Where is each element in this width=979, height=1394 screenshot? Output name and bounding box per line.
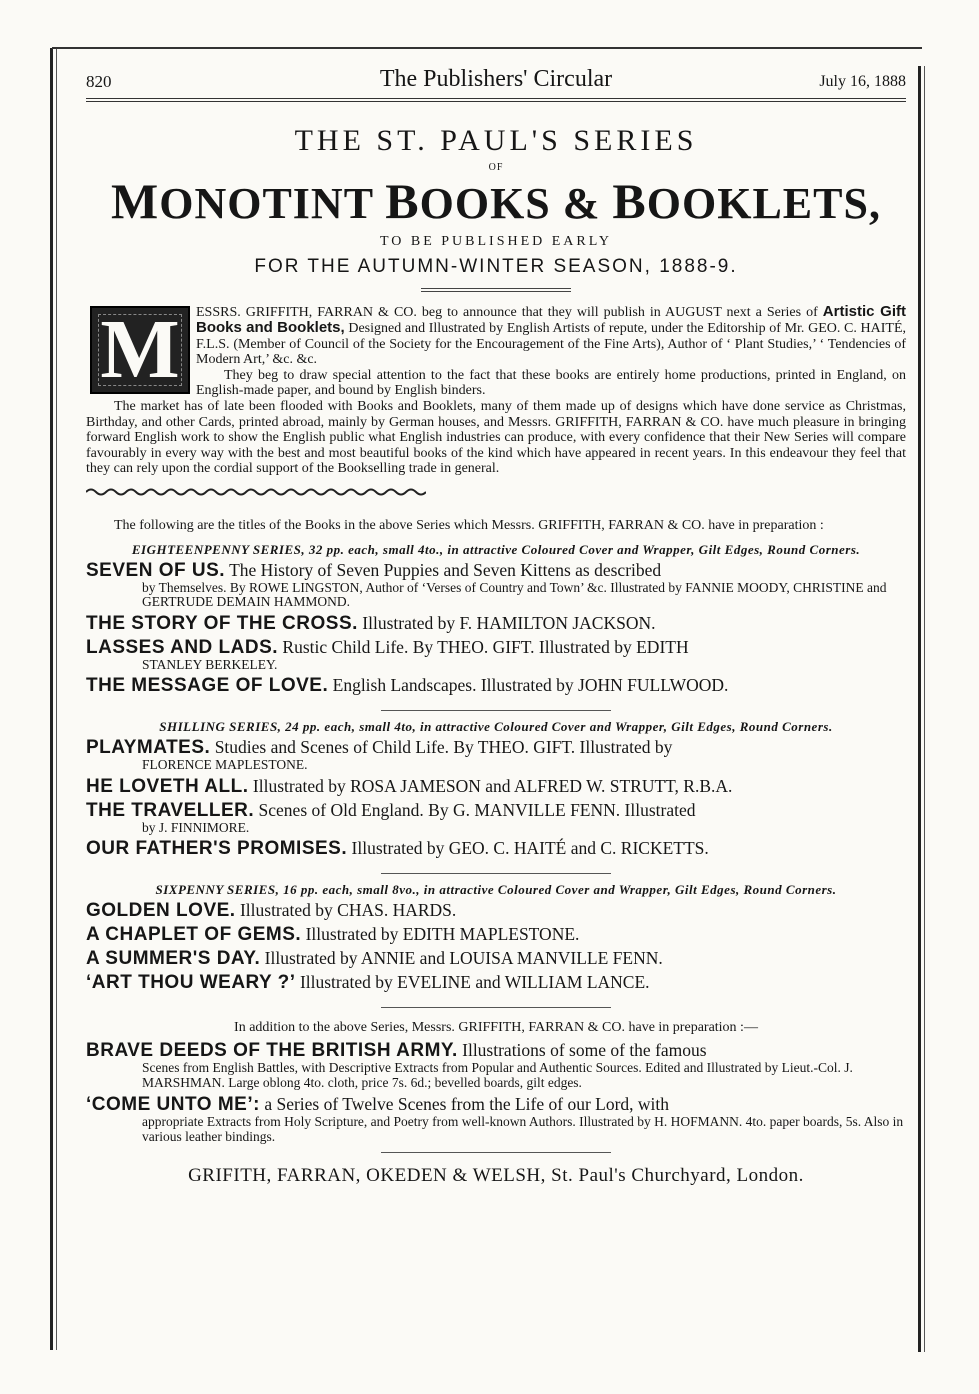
book-entry-line (86, 948, 906, 969)
divider-rule (381, 873, 611, 874)
book-description: Illustrated by EDITH MAPLESTONE. (305, 924, 580, 945)
running-header (86, 60, 906, 94)
series-heading: THE ST. PAUL'S SERIES (294, 124, 698, 157)
book-entry (86, 924, 906, 945)
book-description-continued: appropriate Extracts from Holy Scripture, and Poetry from well-known Authors. Illustrated by H. HOFMANN. 4to. paper boards, 5s. Also in various leather bindings. (142, 1114, 904, 1144)
book-entry (86, 613, 906, 634)
book-entry (86, 838, 906, 859)
book-description: The History of Seven Puppies and Seven Kittens as described (229, 559, 662, 580)
intro-highlight: Artistic Gift Books and Booklets, (196, 302, 906, 337)
book-title: SEVEN OF US. (86, 559, 226, 581)
book-title: A SUMMER'S DAY. (86, 948, 261, 970)
book-description: Studies and Scenes of Child Life. By THEO. GIFT. Illustrated by (214, 737, 673, 758)
book-entry (86, 948, 906, 969)
right-border-rule-inner (924, 66, 925, 1352)
book-entry-line (86, 737, 906, 758)
wavy-ornament (86, 487, 426, 497)
book-title: GOLDEN LOVE. (86, 900, 236, 922)
book-description: Illustrations of some of the famous (462, 1040, 707, 1061)
book-entry (86, 637, 906, 673)
divider-rule (381, 1152, 611, 1153)
main-title-part: OOKS & (419, 179, 613, 228)
left-border-rule-inner (56, 48, 57, 1350)
book-entry (86, 560, 906, 610)
book-title: OUR FATHER'S PROMISES. (86, 838, 348, 860)
series-subheading: SHILLING SERIES, 24 pp. each, small 4to, in attractive Coloured Cover and Wrapper, Gilt Edges, Round Corners. (159, 719, 833, 735)
book-title: LASSES AND LADS. (86, 636, 279, 658)
book-description: Illustrated by EVELINE and WILLIAM LANCE. (299, 972, 650, 993)
season-line: FOR THE AUTUMN-WINTER SEASON, 1888-9. (254, 255, 738, 277)
book-title: PLAYMATES. (86, 737, 211, 759)
book-description: Illustrated by ROSA JAMESON and ALFRED W. STRUTT, R.B.A. (252, 775, 733, 796)
book-entry-line (86, 560, 906, 581)
book-entry-line (86, 675, 906, 696)
header-rule (86, 98, 906, 102)
intro-text-run: ESSRS. GRIFFITH, FARRAN & CO. beg to announce that they will publish in AUGUST next a Series of (196, 304, 823, 320)
book-description-continued: by Themselves. By ROWE LINGSTON, Author of ‘Verses of Country and Town’ &c. Illustrated by FANNIE MOODY, CHRISTINE and GERTRUDE DEMAIN HAMMOND. (142, 579, 887, 610)
right-border-rule (918, 66, 921, 1352)
book-description-continued: Scenes from English Battles, with Descriptive Extracts from Popular and Authentic Sources. Edited and Illustrated by Lieut.-Col. J. MARSHMAN. Large oblong 4to. cloth, price 7s. 6d.; bevelled boards, gilt edges. (142, 1060, 853, 1090)
issue-date: July 16, 1888 (819, 73, 906, 90)
book-description: Scenes of Old England. By G. MANVILLE FENN. Illustrated (258, 799, 696, 820)
divider-rule (381, 1007, 611, 1008)
intro-text (86, 304, 906, 478)
book-entry-line (86, 838, 906, 859)
initial-letter: M (100, 302, 180, 396)
left-border-rule (50, 48, 53, 1350)
book-entry (86, 1094, 906, 1144)
intro-paragraph-1 (86, 304, 906, 368)
following-paragraph: The following are the titles of the Books in the above Series which Messrs. GRIFFITH, FARRAN & CO. have in preparation : (114, 518, 824, 534)
book-entry-line (86, 972, 906, 993)
top-border-rule (52, 47, 922, 49)
book-entry-line (86, 776, 906, 797)
journal-title: The Publishers' Circular (379, 66, 613, 92)
series-list (86, 542, 906, 994)
series-subheading: SIXPENNY SERIES, 16 pp. each, small 8vo., in attractive Coloured Cover and Wrapper, Gilt Edges, Round Corners. (155, 882, 837, 898)
page-number: 820 (86, 72, 112, 91)
book-title: ‘ART THOU WEARY ?’ (86, 972, 296, 994)
book-description: Illustrated by CHAS. HARDS. (239, 900, 457, 921)
book-entry-line (86, 1040, 906, 1061)
main-title-part: B (612, 173, 647, 229)
book-title: THE MESSAGE OF LOVE. (86, 675, 329, 697)
series-subheading: EIGHTEENPENNY SERIES, 32 pp. each, small 4to., in attractive Coloured Cover and Wrapper, Gilt Edges, Round Corners. (131, 541, 861, 557)
addition-note: In addition to the above Series, Messrs. GRIFFITH, FARRAN & CO. have in preparation :— (234, 1020, 758, 1036)
book-entry-line (86, 800, 906, 821)
of-label: OF (488, 162, 504, 173)
book-entry (86, 675, 906, 696)
book-entry-line (86, 924, 906, 945)
publisher-imprint: GRIFITH, FARRAN, OKEDEN & WELSH, St. Paul's Churchyard, London. (188, 1165, 804, 1187)
book-entry-line (86, 613, 906, 634)
book-title: A CHAPLET OF GEMS. (86, 924, 302, 946)
book-description-continued: FLORENCE MAPLESTONE. (142, 757, 308, 773)
book-entry (86, 972, 906, 993)
divider-rule (421, 288, 571, 292)
publication-note: TO BE PUBLISHED EARLY (379, 233, 613, 249)
book-description-continued: by J. FINNIMORE. (142, 819, 250, 835)
book-description: Illustrated by F. HAMILTON JACKSON. (362, 612, 656, 633)
book-description: a Series of Twelve Scenes from the Life of our Lord, with (264, 1094, 670, 1115)
intro-text-run: Designed and Illustrated by English Artists of repute, under the Editorship of Mr. GEO. C. HAITÉ, F.L.S. (Member of Council of the Society for the Encouragement of the Fine Arts), Author of ‘ Plant Studies,’ ‘ Tendencies of Modern Art,’ &c. &c. (196, 321, 906, 368)
book-entry-line (86, 1094, 906, 1115)
book-entry (86, 1040, 906, 1090)
decorative-initial (90, 302, 190, 396)
book-description: Illustrated by ANNIE and LOUISA MANVILLE FENN. (264, 948, 663, 969)
book-entry-line (86, 900, 906, 921)
book-title: BRAVE DEEDS OF THE BRITISH ARMY. (86, 1040, 458, 1062)
main-title-part: M (111, 173, 160, 229)
intro-paragraph-2: They beg to draw special attention to the fact that these books are entirely home productions, printed in England, on English-made paper, and bound by English binders. (196, 367, 906, 399)
main-title-part: ONOTINT (159, 179, 386, 228)
book-description: Illustrated by GEO. C. HAITÉ and C. RICKETTS. (351, 838, 709, 859)
advertisement-page (86, 60, 906, 1187)
book-entry-line (86, 637, 906, 658)
book-entry (86, 800, 906, 836)
main-title-part: B (385, 173, 420, 229)
book-description: Rustic Child Life. By THEO. GIFT. Illustrated by EDITH (282, 636, 689, 657)
book-title: THE STORY OF THE CROSS. (86, 612, 358, 634)
divider-rule (381, 710, 611, 711)
book-description: English Landscapes. Illustrated by JOHN FULLWOOD. (332, 675, 729, 696)
intro-paragraph-3: The market has of late been flooded with Books and Booklets, many of them made up of designs which have done service as Christmas, Birthday, and other Cards, printed abroad, mainly by German houses, and Messrs. GRIFFITH, FARRAN & CO. have much pleasure in bringing forward English work to show the English public what English industries can produce, with every confidence that their New Series will compare favourably in every way with the best and most beautiful books of the kind which have appeared in recent years. In this endeavour they feel that they can rely upon the cordial support of the Bookselling trade in general. (86, 399, 906, 477)
book-entry (86, 900, 906, 921)
book-title: THE TRAVELLER. (86, 799, 255, 821)
book-title: ‘COME UNTO ME’: (86, 1094, 260, 1116)
book-description-continued: STANLEY BERKELEY. (142, 656, 278, 672)
main-title-part: OOKLETS, (646, 179, 881, 228)
main-title (86, 175, 906, 228)
book-entry (86, 776, 906, 797)
book-entry (86, 737, 906, 773)
book-title: HE LOVETH ALL. (86, 775, 249, 797)
extra-books-list (86, 1040, 906, 1144)
